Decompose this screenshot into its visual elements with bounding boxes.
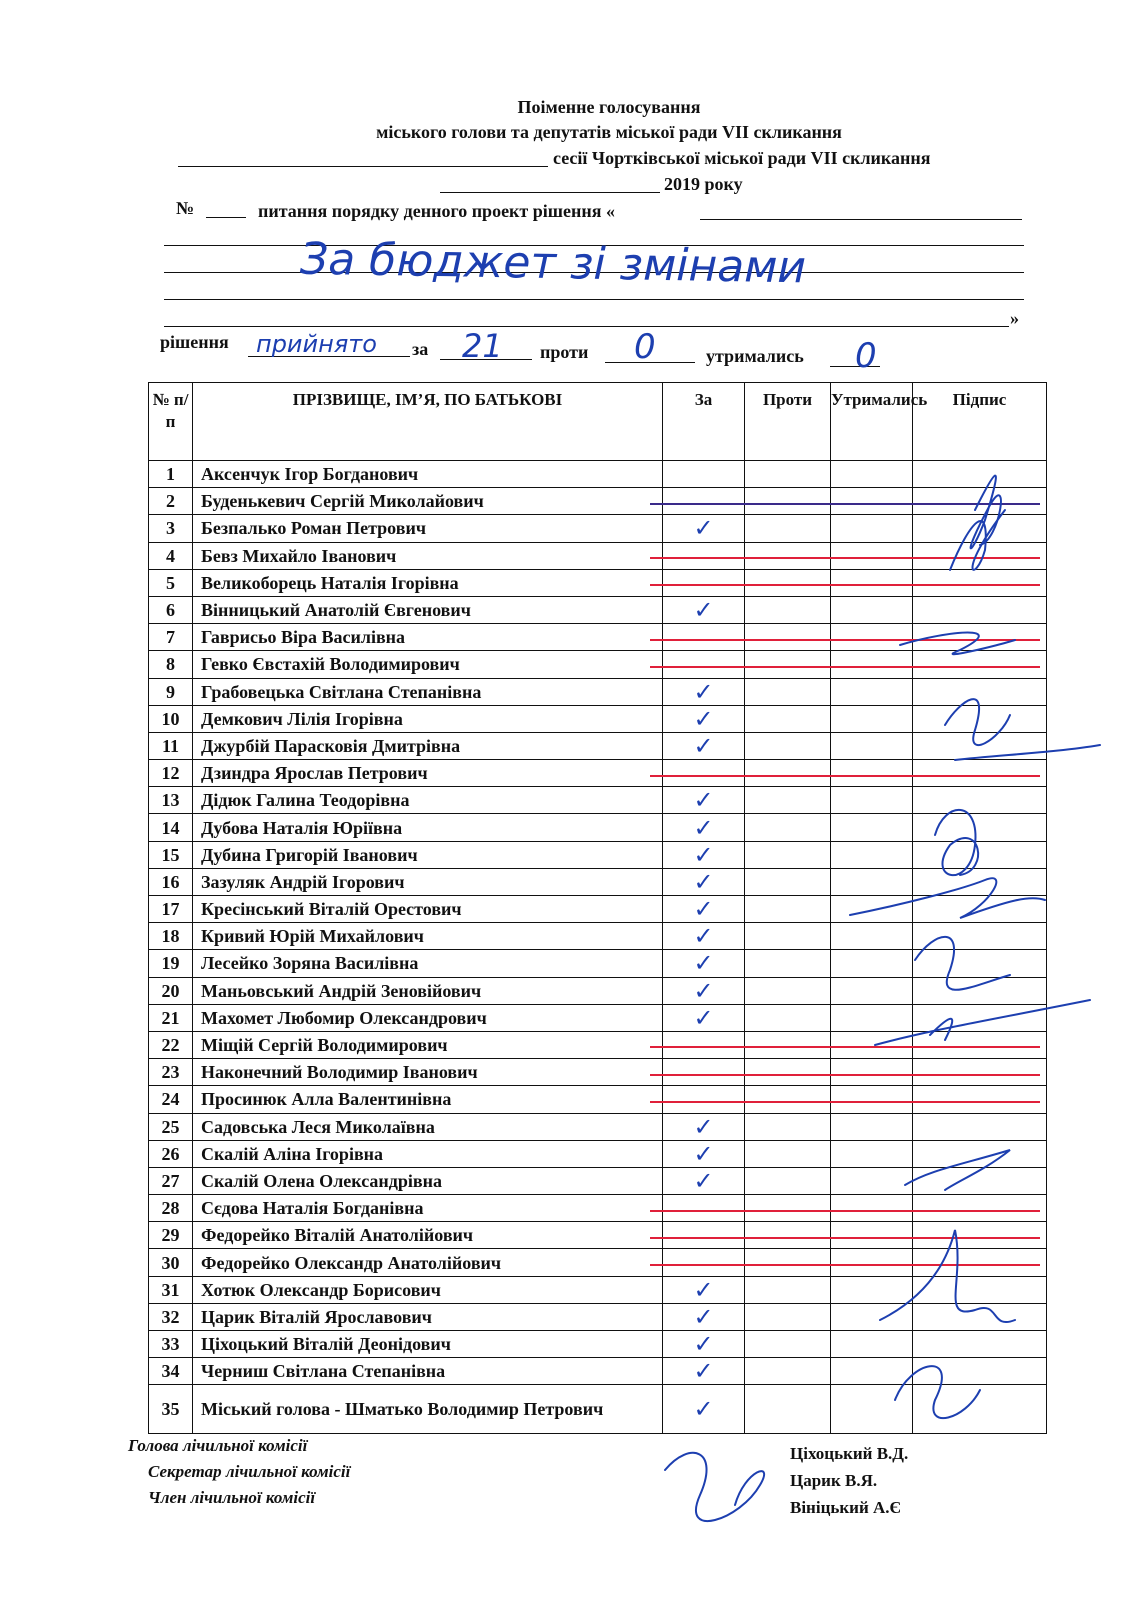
row-number: 34 [149, 1358, 193, 1385]
member-name: Вінницький Анатолій Євгенович [193, 596, 663, 623]
chair-title: Голова лічильної комісії [128, 1436, 308, 1455]
handwritten-question: За бюджет зі змінами [299, 233, 807, 294]
row-number: 16 [149, 868, 193, 895]
agenda-line: питання порядку денного проект рішення « [258, 201, 615, 221]
row-number: 1 [149, 461, 193, 488]
row-number: 31 [149, 1276, 193, 1303]
member-name: Лесейко Зоряна Василівна [193, 950, 663, 977]
header-for: За [663, 383, 745, 461]
member-name: Скалій Аліна Ігорівна [193, 1140, 663, 1167]
document-subtitle: міського голови та депутатів міської ради VII скликання [376, 122, 842, 142]
secretary-name: Царик В.Я. [790, 1471, 878, 1490]
member-name: Царик Віталій Ярославович [193, 1303, 663, 1330]
check-mark-icon: ✓ [693, 895, 714, 924]
chair-name: Ціхоцький В.Д. [790, 1444, 909, 1463]
signature-mark [905, 1150, 1010, 1190]
check-mark-icon: ✓ [693, 514, 714, 543]
member-name: Міщій Сергій Володимирович [193, 1031, 663, 1058]
member-name: Дзиндра Ярослав Петрович [193, 760, 663, 787]
member-name: Бевз Михайло Іванович [193, 542, 663, 569]
check-mark-icon: ✓ [693, 1166, 714, 1195]
check-mark-icon: ✓ [693, 867, 714, 896]
row-number: 20 [149, 977, 193, 1004]
row-number: 14 [149, 814, 193, 841]
check-mark-icon: ✓ [693, 1330, 714, 1359]
row-number: 23 [149, 1059, 193, 1086]
member-name: Кривий Юрій Михайлович [193, 923, 663, 950]
secretary-title: Секретар лічильної комісії [148, 1462, 351, 1481]
row-number: 21 [149, 1004, 193, 1031]
row-number: 4 [149, 542, 193, 569]
check-mark-icon: ✓ [693, 1112, 714, 1141]
check-mark-icon: ✓ [693, 1003, 714, 1032]
against-label: проти [540, 342, 589, 362]
member-name: Дідюк Галина Теодорівна [193, 787, 663, 814]
member-name: Ціхоцький Віталій Деонідович [193, 1331, 663, 1358]
check-mark-icon: ✓ [693, 786, 714, 815]
row-number: 10 [149, 705, 193, 732]
row-number: 27 [149, 1167, 193, 1194]
row-number: 30 [149, 1249, 193, 1276]
member-name: Демкович Лілія Ігорівна [193, 705, 663, 732]
member-name: Просинюк Алла Валентинівна [193, 1086, 663, 1113]
member-name: Черниш Світлана Степанівна [193, 1358, 663, 1385]
header-num: № п/п [149, 383, 193, 461]
signature-mark [665, 1453, 764, 1521]
check-mark-icon: ✓ [693, 1357, 714, 1386]
year-line: 2019 року [664, 174, 743, 194]
signature-mark [900, 633, 1015, 655]
header-name: ПРІЗВИЩЕ, ІМ’Я, ПО БАТЬКОВІ [193, 383, 663, 461]
document-title: Поіменне голосування [517, 97, 701, 117]
closing-quote: » [1010, 308, 1019, 328]
row-number: 3 [149, 515, 193, 542]
number-prefix: № [176, 198, 195, 218]
member-name: Дубова Наталія Юріївна [193, 814, 663, 841]
handwritten-against-count: 0 [634, 327, 656, 367]
signature-mark [880, 1230, 1015, 1322]
member-name: Буденькевич Сергій Миколайович [193, 488, 663, 515]
row-number: 22 [149, 1031, 193, 1058]
row-number: 8 [149, 651, 193, 678]
for-label: за [412, 339, 429, 359]
member-name: Безпалько Роман Петрович [193, 515, 663, 542]
row-number: 11 [149, 732, 193, 759]
row-number: 29 [149, 1222, 193, 1249]
member-name: Аксенчук Ігор Богданович [193, 461, 663, 488]
row-number: 2 [149, 488, 193, 515]
header-against: Проти [745, 383, 831, 461]
row-number: 26 [149, 1140, 193, 1167]
row-number: 5 [149, 569, 193, 596]
row-number: 18 [149, 923, 193, 950]
row-number: 35 [149, 1385, 193, 1434]
signature-mark [935, 810, 978, 875]
row-number: 28 [149, 1195, 193, 1222]
member-name: Кресінський Віталій Орестович [193, 896, 663, 923]
check-mark-icon: ✓ [693, 704, 714, 733]
row-number: 15 [149, 841, 193, 868]
member-name: Дубина Григорій Іванович [193, 841, 663, 868]
session-line: сесії Чортківської міської ради VII скликання [553, 148, 931, 168]
signature-mark [945, 699, 1100, 760]
signature-mark [915, 937, 1010, 990]
member-name: Джурбій Парасковія Дмитрівна [193, 732, 663, 759]
member-name: Скалій Олена Олександрівна [193, 1167, 663, 1194]
member-name: Наконечний Володимир Іванович [193, 1059, 663, 1086]
handwritten-abstained-count: 0 [855, 336, 877, 376]
row-number: 32 [149, 1303, 193, 1330]
check-mark-icon: ✓ [693, 840, 714, 869]
member-name: Садовська Леся Миколаївна [193, 1113, 663, 1140]
member-name: Федорейко Олександр Анатолійович [193, 1249, 663, 1276]
member-name: Грабовецька Світлана Степанівна [193, 678, 663, 705]
row-number: 13 [149, 787, 193, 814]
row-number: 33 [149, 1331, 193, 1358]
row-number: 24 [149, 1086, 193, 1113]
handwritten-decision: прийнято [256, 330, 377, 358]
signature-mark [895, 1366, 980, 1418]
check-mark-icon: ✓ [693, 922, 714, 951]
row-number: 17 [149, 896, 193, 923]
row-number: 25 [149, 1113, 193, 1140]
member-name: Федорейко Віталій Анатолійович [193, 1222, 663, 1249]
header-abstained: Утримались [831, 383, 913, 461]
row-number: 9 [149, 678, 193, 705]
decision-label: рішення [160, 332, 229, 352]
check-mark-icon: ✓ [693, 949, 714, 978]
member-name: Махомет Любомир Олександрович [193, 1004, 663, 1031]
row-number: 6 [149, 596, 193, 623]
member-name: Вініцький А.Є [790, 1498, 902, 1517]
row-number: 19 [149, 950, 193, 977]
check-mark-icon: ✓ [693, 813, 714, 842]
handwritten-for-count: 21 [462, 327, 503, 365]
row-number: 7 [149, 624, 193, 651]
member-name: Міський голова - Шматько Володимир Петрович [193, 1385, 663, 1434]
member-title: Член лічильної комісії [148, 1488, 316, 1507]
check-mark-icon: ✓ [693, 1275, 714, 1304]
row-number: 12 [149, 760, 193, 787]
member-name: Великоборець Наталія Ігорівна [193, 569, 663, 596]
member-name: Маньовський Андрій Зеновійович [193, 977, 663, 1004]
check-mark-icon: ✓ [693, 731, 714, 760]
member-name: Хотюк Олександр Борисович [193, 1276, 663, 1303]
member-name: Гевко Євстахій Володимирович [193, 651, 663, 678]
member-name: Гаврисьо Віра Василівна [193, 624, 663, 651]
check-mark-icon: ✓ [693, 596, 714, 625]
check-mark-icon: ✓ [693, 1395, 714, 1424]
check-mark-icon: ✓ [693, 976, 714, 1005]
signature-mark [875, 1000, 1090, 1045]
signature-mark [850, 878, 1045, 918]
member-name: Сєдова Наталія Богданівна [193, 1195, 663, 1222]
check-mark-icon: ✓ [693, 677, 714, 706]
header-signature: Підпис [913, 383, 1047, 461]
abstained-label: утримались [706, 346, 804, 366]
member-name: Зазуляк Андрій Ігорович [193, 868, 663, 895]
check-mark-icon: ✓ [693, 1302, 714, 1331]
check-mark-icon: ✓ [693, 1139, 714, 1168]
